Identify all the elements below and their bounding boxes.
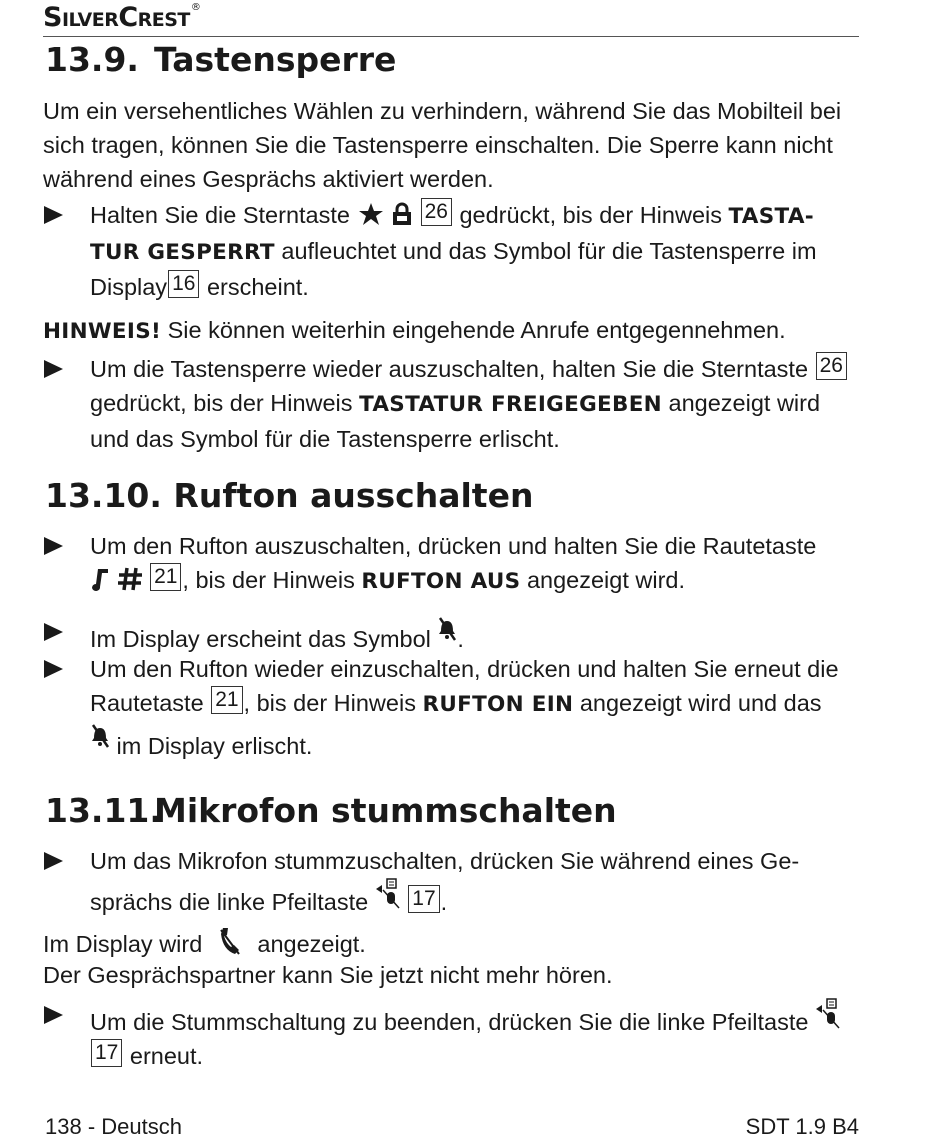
bullet-arrow	[44, 852, 63, 870]
left-arrow-mute-icon	[375, 878, 401, 910]
ref-number: 17	[408, 885, 439, 913]
bell-off-icon	[437, 615, 457, 643]
bell-off-icon	[90, 722, 110, 750]
bullet-ringtone-on: Um den Rufton wieder einzuschalten, drücken und halten Sie erneut die Rautetaste 21 , bis der Hinweis RUFTON EIN angezeigt wird und das im Display erlischt.	[90, 656, 839, 759]
hash-key-icon	[117, 567, 143, 591]
paragraph-display-mute: Im Display wird angezeigt.	[43, 926, 863, 961]
bullet-mute-off: Um die Stummschaltung zu beenden, drücken Sie die linke Pfeiltaste 17 erneut.	[90, 998, 860, 1073]
section-heading-13-10: 13.10. Rufton ausschalten	[45, 476, 534, 515]
ref-number: 26	[816, 352, 847, 380]
ref-number: 26	[421, 198, 452, 226]
section-heading-13-11: 13.11.Mikrofon stummschalten	[45, 791, 617, 830]
bullet-arrow	[44, 1006, 63, 1024]
ref-number: 21	[211, 686, 242, 714]
section-heading-13-9: 13.9. Tastensperre	[45, 40, 397, 79]
bullet-arrow	[44, 623, 63, 641]
paragraph-intro: Um ein versehentliches Wählen zu verhindern, während Sie das Mobilteil bei sich tragen, können Sie die Tastensperre einschalten. Die Sperre kann nicht während eines Gesprächs aktiviert werden.	[43, 98, 842, 192]
bullet-display-symbol: Im Display erscheint das Symbol .	[90, 615, 860, 656]
page-number: 138 - Deutsch	[45, 1114, 182, 1139]
bullet-arrow	[44, 537, 63, 555]
mute-handset-icon	[217, 926, 243, 956]
bullet-arrow	[44, 360, 63, 378]
bullet-lock-on: Halten Sie die Sterntaste 26 gedrückt, bis der Hinweis TASTA-TUR GESPERRT aufleuchtet und das Symbol für die Tastensperre im Display 16 erscheint.	[90, 200, 817, 300]
bullet-lock-off: Um die Tastensperre wieder auszuschalten, halten Sie die Sterntaste 26 gedrückt, bis der Hinweis TASTATUR FREIGEGEBEN angezeigt wird und das Symbol für die Tastensperre erlischt.	[90, 352, 860, 456]
bullet-arrow	[44, 660, 63, 678]
star-key-icon	[357, 202, 385, 226]
bullet-ringtone-off: Um den Rufton auszuschalten, drücken und halten Sie die Rautetaste 21 , bis der Hinweis RUFTON AUS angezeigt wird.	[90, 533, 817, 594]
model-number: SDT 1.9 B4	[745, 1114, 859, 1139]
music-note-icon	[90, 567, 110, 591]
note-paragraph: HINWEIS! Sie können weiterhin eingehende Anrufe entgegennehmen.	[43, 317, 786, 344]
header-rule	[43, 36, 859, 37]
paragraph-partner: Der Gesprächspartner kann Sie jetzt nicht mehr hören.	[43, 962, 613, 988]
bullet-mute-on: Um das Mikrofon stummzuschalten, drücken Sie während eines Ge-sprächs die linke Pfeiltaste 17 .	[90, 848, 800, 915]
brand-logo: SilverCrest®	[43, 2, 201, 33]
bullet-arrow	[44, 206, 63, 224]
lock-icon	[391, 202, 413, 226]
ref-number: 21	[150, 563, 181, 591]
left-arrow-mute-icon	[815, 998, 841, 1030]
ref-number: 17	[91, 1039, 122, 1067]
ref-number: 16	[168, 270, 199, 298]
